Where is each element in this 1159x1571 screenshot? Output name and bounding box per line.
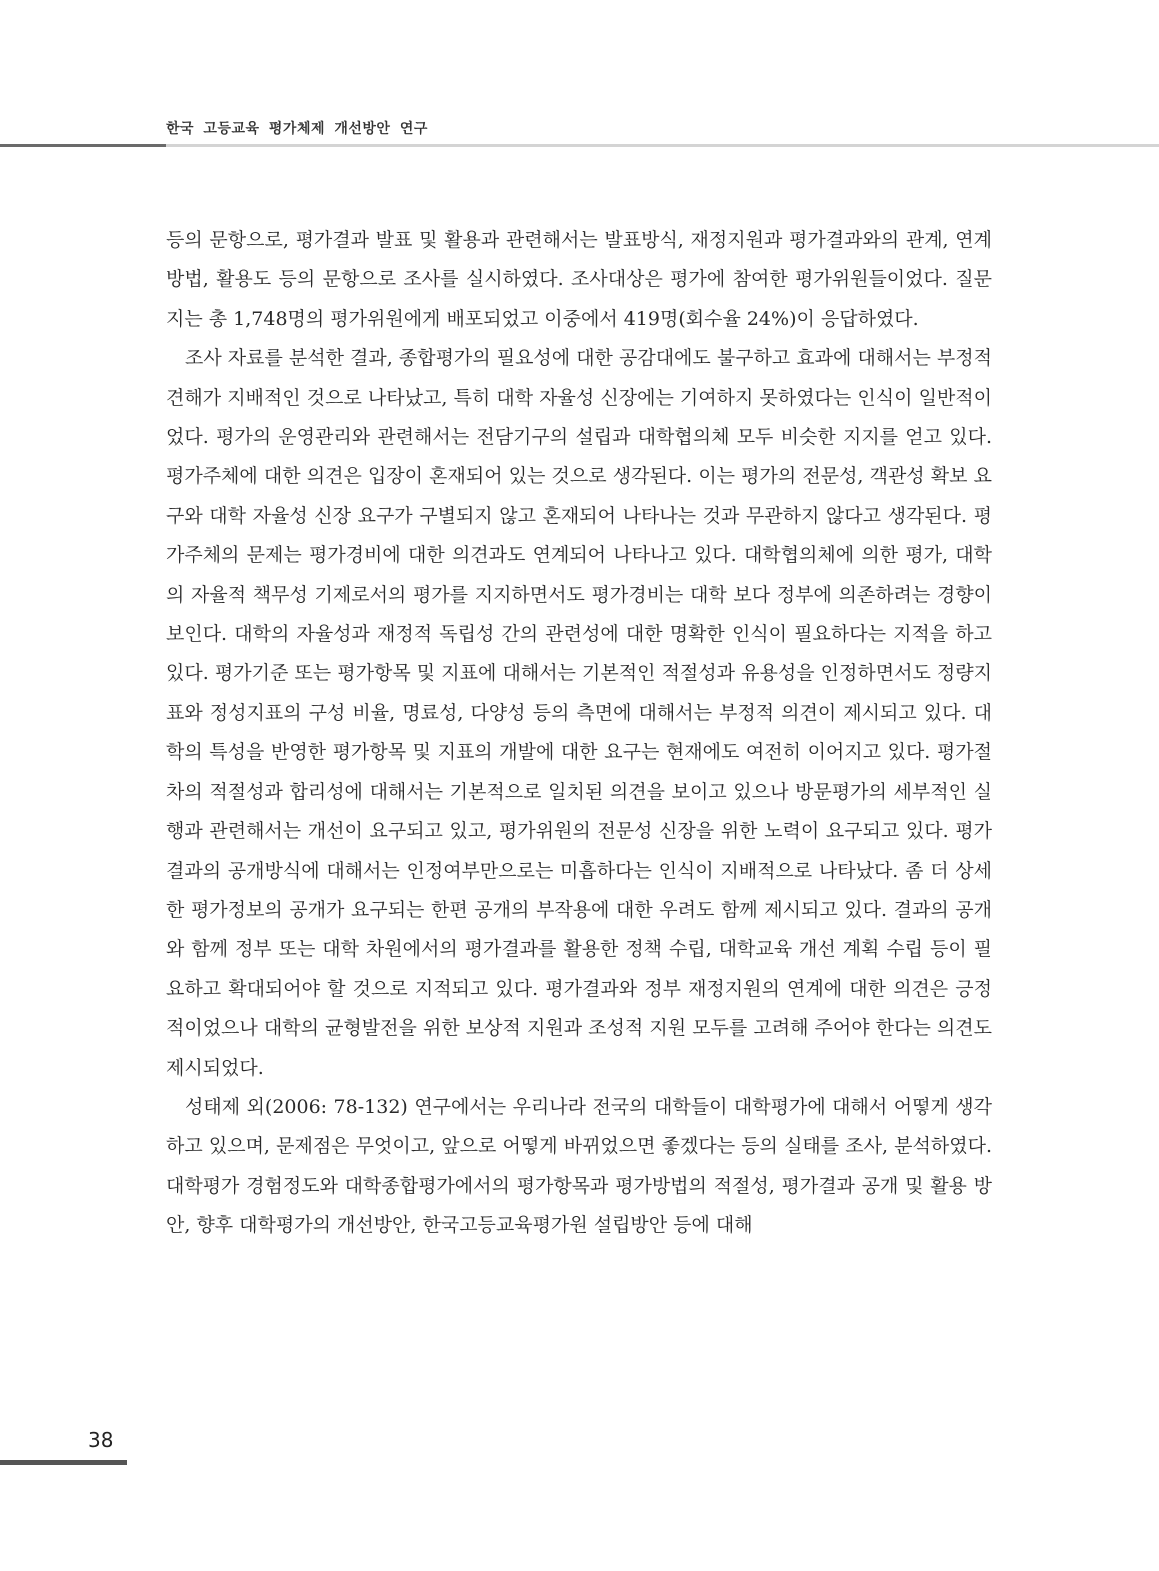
paragraph-survey-method: 등의 문항으로, 평가결과 발표 및 활용과 관련해서는 발표방식, 재정지원과 평가결과와의 관계, 연계방법, 활용도 등의 문항으로 조사를 실시하였다. 조사대상은 평가에 참여한 평가위원들이었다. 질문지는 총 1,748명의 평가위원에게 배포되었고 이중에서 419명(회수율 24%)이 응답하였다. bbox=[166, 229, 992, 330]
header-divider-accent bbox=[0, 144, 166, 147]
body-text bbox=[166, 221, 992, 1246]
page-number: 38 bbox=[88, 1428, 114, 1452]
header-divider bbox=[0, 144, 1159, 147]
running-header-title: 한국 고등교육 평가체제 개선방안 연구 bbox=[166, 121, 428, 137]
paragraph-survey-results: 조사 자료를 분석한 결과, 종합평가의 필요성에 대한 공감대에도 불구하고 효과에 대해서는 부정적 견해가 지배적인 것으로 나타났고, 특히 대학 자율성 신장에는 기여하지 못하였다는 인식이 일반적이었다. 평가의 운영관리와 관련해서는 전담기구의 설립과 대학협의체 모두 비슷한 지지를 얻고 있다. 평가주체에 대한 의견은 입장이 혼재되어 있는 것으로 생각된다. 이는 평가의 전문성, 객관성 확보 요구와 대학 자율성 신장 요구가 구별되지 않고 혼재되어 나타나는 것과 무관하지 않다고 생각된다. 평가주체의 문제는 평가경비에 대한 의견과도 연계되어 나타나고 있다. 대학협의체에 의한 평가, 대학의 자율적 책무성 기제로서의 평가를 지지하면서도 평가경비는 대학 보다 정부에 의존하려는 경향이 보인다. 대학의 자율성과 재정적 독립성 간의 관련성에 대한 명확한 인식이 필요하다는 지적을 하고 있다. 평가기준 또는 평가항목 및 지표에 대해서는 기본적인 적절성과 유용성을 인정하면서도 정량지표와 정성지표의 구성 비율, 명료성, 다양성 등의 측면에 대해서는 부정적 의견이 제시되고 있다. 대학의 특성을 반영한 평가항목 및 지표의 개발에 대한 요구는 현재에도 여전히 이어지고 있다. 평가절차의 적절성과 합리성에 대해서는 기본적으로 일치된 의견을 보이고 있으나 방문평가의 세부적인 실행과 관련해서는 개선이 요구되고 있고, 평가위원의 전문성 신장을 위한 노력이 요구되고 있다. 평가결과의 공개방식에 대해서는 인정여부만으로는 미흡하다는 인식이 지배적으로 나타났다. 좀 더 상세한 평가정보의 공개가 요구되는 한편 공개의 부작용에 대한 우려도 함께 제시되고 있다. 결과의 공개와 함께 정부 또는 대학 차원에서의 평가결과를 활용한 정책 수립, 대학교육 개선 계획 수립 등이 필요하고 확대되어야 할 것으로 지적되고 있다. 평가결과와 정부 재정지원의 연계에 대한 의견은 긍정적이었으나 대학의 균형발전을 위한 보상적 지원과 조성적 지원 모두를 고려해 주어야 한다는 의견도 제시되었다. bbox=[166, 347, 992, 1079]
paragraph-related-study: 성태제 외(2006: 78-132) 연구에서는 우리나라 전국의 대학들이 대학평가에 대해서 어떻게 생각하고 있으며, 문제점은 무엇이고, 앞으로 어떻게 바뀌었으면 좋겠다는 등의 실태를 조사, 분석하였다. 대학평가 경험정도와 대학종합평가에서의 평가항목과 평가방법의 적절성, 평가결과 공개 및 활용 방안, 향후 대학평가의 개선방안, 한국고등교육평가원 설립방안 등에 대해 bbox=[166, 1095, 992, 1237]
footer-divider bbox=[0, 1460, 127, 1465]
